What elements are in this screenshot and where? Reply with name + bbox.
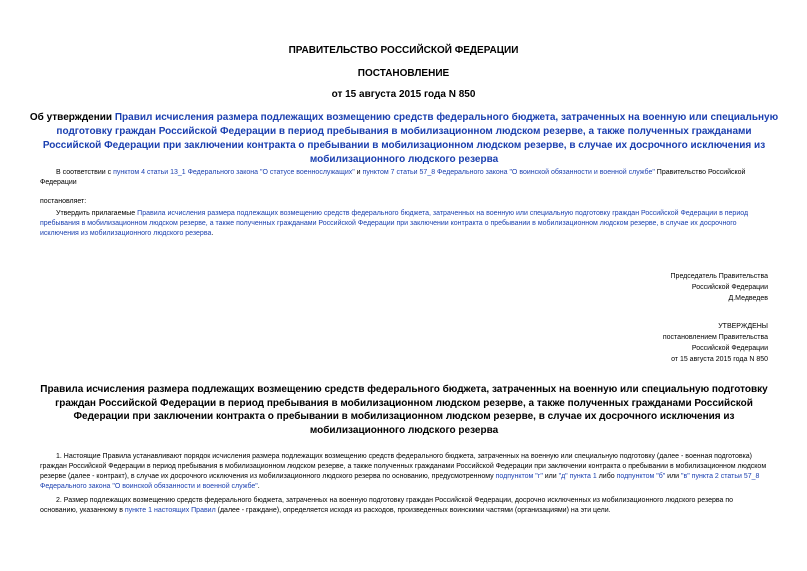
intro-text-1: В соответствии с <box>56 169 114 176</box>
rule1-link-d[interactable]: "д" пункта 1 <box>558 473 597 480</box>
document-type-heading: ПОСТАНОВЛЕНИЕ <box>357 68 450 79</box>
document-date-heading: от 15 августа 2015 года N 850 <box>331 89 476 100</box>
intro-text-3: Правительство Российской Федерации <box>40 169 746 186</box>
approve-rules-link[interactable]: Правила исчисления размера подлежащих возмещению средств федерального бюджета, затраченных на военную или специальную подготовку граждан Российской Федерации в период пребывания в мобилизационном людском резерве, а также полученных гражданами Российской Федерации при заключении контракта о пребывании в мобилизационном людском резерве, в случае их досрочного исключения из мобилизационного людского резерва <box>40 210 749 237</box>
rule1-link-v[interactable]: "в" пункта 2 статьи 57_8 Федерального закона "О воинской обязанности и военной службе" <box>40 473 760 490</box>
rule2-text-1: 2. Размер подлежащих возмещению средств федерального бюджета, затраченных на военную подготовку граждан Российской Федерации, досрочно исключенных из мобилизационного людского резерва по основанию, указанному в <box>40 497 734 514</box>
signature-position: Председатель Правительства <box>670 273 768 280</box>
rule1-link-g[interactable]: подпунктом "г" <box>495 473 543 480</box>
approved-block <box>540 321 768 365</box>
intro-paragraph <box>40 168 768 188</box>
law-military-duty-link[interactable]: пунктом 7 статьи 57_8 Федерального закона "О воинской обязанности и военной службе" <box>362 169 655 176</box>
intro-text-2: и <box>354 169 363 176</box>
rule1-text-4: или <box>665 473 682 480</box>
title-rules-link[interactable]: Правил исчисления размера подлежащих возмещению средств федерального бюджета, затраченных на военную или специальную подготовку граждан Российской Федерации в период пребывания в мобилизационном людском резерве, а также полученных гражданами Российской Федерации при заключении контракта о пребывании в мобилизационном людском резерве, в случае их досрочного исключения из мобилизационного людского резерва <box>42 112 779 165</box>
approve-paragraph <box>40 209 768 239</box>
law-status-link[interactable]: пунктом 4 статьи 13_1 Федерального закона "О статусе военнослужащих" <box>113 169 355 176</box>
rule1-text-5: . <box>257 483 260 490</box>
approve-text-2: . <box>211 230 214 237</box>
rule1-text-2: или <box>542 473 559 480</box>
rule1-text-3: либо <box>596 473 617 480</box>
document-title <box>28 111 780 167</box>
rule2-text-2: (далее - граждане), определяется исходя из расходов, произведенных воинскими частями (организациями) на эти цели. <box>215 507 611 514</box>
rule1-text-1: 1. Настоящие Правила устанавливают порядок исчисления размера подлежащих возмещению средств федерального бюджета, затраченных на военную или специальную подготовку (далее - военная подготовка) граждан Российской Федерации в период пребывания в мобилизационном людском резерве, а также полученных гражданами Российской Федерации при заключении контракта о пребывании в мобилизационном людском резерве (далее - контракт), в случае их досрочного исключения из мобилизационного людского резерва по основанию, предусмотренному <box>40 453 767 480</box>
approve-text-1: Утвердить прилагаемые <box>56 210 138 217</box>
approved-date: от 15 августа 2015 года N 850 <box>671 356 768 363</box>
approved-by: постановлением Правительства <box>662 334 768 341</box>
signature-country: Российской Федерации <box>691 284 768 291</box>
approved-label: УТВЕРЖДЕНЫ <box>718 323 768 330</box>
rule1-link-b[interactable]: подпунктом "б" <box>616 473 666 480</box>
approved-country: Российской Федерации <box>691 345 768 352</box>
rule-2-paragraph <box>40 496 768 516</box>
signature-block <box>540 271 768 304</box>
rules-title: Правила исчисления размера подлежащих возмещению средств федерального бюджета, затраченных на военную или специальную подготовку граждан Российской Федерации в период пребывания в мобилизационном людском резерве, а также полученных гражданами Российской Федерации при заключении контракта о пребывании в мобилизационном людском резерве, в случае их досрочного исключения из мобилизационного людского резерва <box>40 384 768 436</box>
rule2-link-p1[interactable]: пункте 1 настоящих Правил <box>124 507 216 514</box>
signature-name: Д.Медведев <box>728 295 768 302</box>
title-prefix: Об утверждении <box>29 112 115 123</box>
government-heading: ПРАВИТЕЛЬСТВО РОССИЙСКОЙ ФЕДЕРАЦИИ <box>288 45 519 56</box>
decree-word: постановляет: <box>40 198 87 205</box>
rule-1-paragraph <box>40 452 768 492</box>
